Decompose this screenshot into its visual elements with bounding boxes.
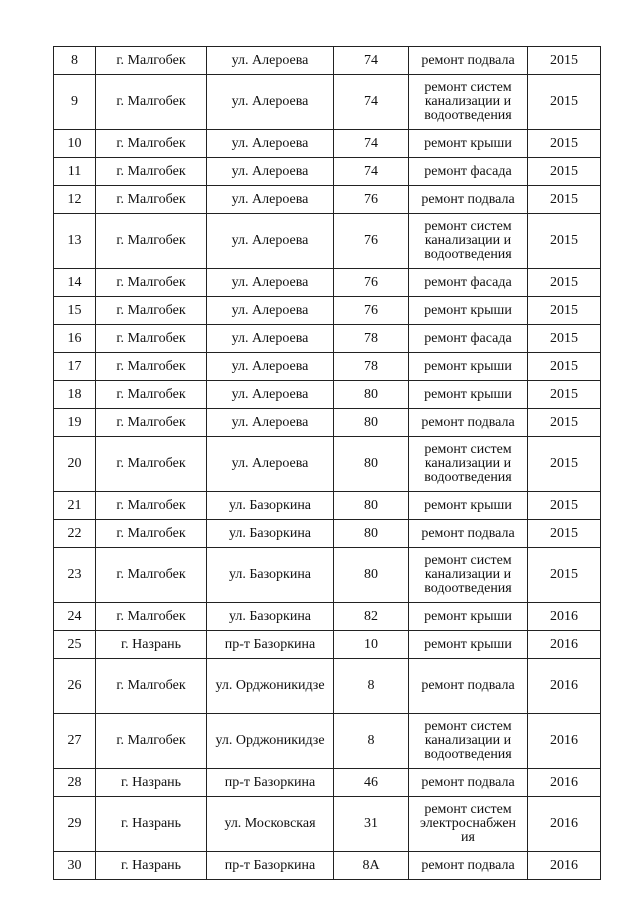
work-type-cell: ремонт фасада: [409, 269, 528, 297]
table-row: [54, 325, 601, 353]
city-cell: г. Назрань: [96, 631, 207, 659]
city-cell: г. Малгобек: [96, 75, 207, 130]
work-type-cell: ремонт систем канализации и водоотведения: [409, 214, 528, 269]
row-number-cell: 15: [54, 297, 96, 325]
year-cell: 2016: [528, 603, 601, 631]
table-row: [54, 769, 601, 797]
house-number-cell: 82: [334, 603, 409, 631]
row-number-cell: 29: [54, 797, 96, 852]
city-cell: г. Малгобек: [96, 409, 207, 437]
row-number-cell: 22: [54, 520, 96, 548]
city-cell: г. Малгобек: [96, 297, 207, 325]
house-number-cell: 8: [334, 714, 409, 769]
row-number-cell: 23: [54, 548, 96, 603]
street-cell: ул. Алероева: [207, 353, 334, 381]
street-cell: ул. Алероева: [207, 297, 334, 325]
work-type-cell: ремонт фасада: [409, 325, 528, 353]
year-cell: 2015: [528, 409, 601, 437]
city-cell: г. Малгобек: [96, 492, 207, 520]
house-number-cell: 78: [334, 325, 409, 353]
row-number-cell: 14: [54, 269, 96, 297]
house-number-cell: 46: [334, 769, 409, 797]
street-cell: ул. Алероева: [207, 75, 334, 130]
work-type-cell: ремонт крыши: [409, 381, 528, 409]
city-cell: г. Малгобек: [96, 47, 207, 75]
row-number-cell: 25: [54, 631, 96, 659]
year-cell: 2015: [528, 297, 601, 325]
year-cell: 2015: [528, 381, 601, 409]
house-number-cell: 10: [334, 631, 409, 659]
work-type-cell: ремонт крыши: [409, 631, 528, 659]
street-cell: ул. Алероева: [207, 158, 334, 186]
table-row: [54, 409, 601, 437]
work-type-cell: ремонт крыши: [409, 130, 528, 158]
city-cell: г. Малгобек: [96, 548, 207, 603]
year-cell: 2015: [528, 437, 601, 492]
city-cell: г. Малгобек: [96, 130, 207, 158]
row-number-cell: 11: [54, 158, 96, 186]
city-cell: г. Малгобек: [96, 353, 207, 381]
year-cell: 2015: [528, 130, 601, 158]
city-cell: г. Назрань: [96, 852, 207, 880]
table-row: [54, 603, 601, 631]
year-cell: 2016: [528, 852, 601, 880]
table-row: [54, 353, 601, 381]
work-type-cell: ремонт подвала: [409, 659, 528, 714]
house-number-cell: 78: [334, 353, 409, 381]
city-cell: г. Малгобек: [96, 520, 207, 548]
table-row: [54, 214, 601, 269]
work-type-cell: ремонт подвала: [409, 769, 528, 797]
street-cell: ул. Орджоникидзе: [207, 659, 334, 714]
house-number-cell: 74: [334, 158, 409, 186]
house-number-cell: 8А: [334, 852, 409, 880]
year-cell: 2016: [528, 631, 601, 659]
work-type-cell: ремонт подвала: [409, 520, 528, 548]
row-number-cell: 18: [54, 381, 96, 409]
row-number-cell: 16: [54, 325, 96, 353]
table-row: [54, 548, 601, 603]
table-row: [54, 381, 601, 409]
year-cell: 2016: [528, 797, 601, 852]
street-cell: пр-т Базоркина: [207, 769, 334, 797]
work-type-cell: ремонт крыши: [409, 353, 528, 381]
row-number-cell: 12: [54, 186, 96, 214]
year-cell: 2015: [528, 492, 601, 520]
work-type-cell: ремонт систем электроснабжен ия: [409, 797, 528, 852]
row-number-cell: 30: [54, 852, 96, 880]
table-row: [54, 130, 601, 158]
row-number-cell: 17: [54, 353, 96, 381]
table-row: [54, 437, 601, 492]
work-type-cell: ремонт крыши: [409, 603, 528, 631]
repair-schedule-table: [53, 46, 601, 880]
house-number-cell: 74: [334, 130, 409, 158]
year-cell: 2015: [528, 269, 601, 297]
year-cell: 2015: [528, 47, 601, 75]
street-cell: пр-т Базоркина: [207, 852, 334, 880]
city-cell: г. Малгобек: [96, 269, 207, 297]
house-number-cell: 80: [334, 437, 409, 492]
year-cell: 2015: [528, 186, 601, 214]
city-cell: г. Малгобек: [96, 214, 207, 269]
work-type-cell: ремонт систем канализации и водоотведения: [409, 437, 528, 492]
year-cell: 2016: [528, 714, 601, 769]
street-cell: ул. Базоркина: [207, 603, 334, 631]
table-row: [54, 269, 601, 297]
street-cell: ул. Алероева: [207, 325, 334, 353]
table-row: [54, 158, 601, 186]
house-number-cell: 31: [334, 797, 409, 852]
street-cell: ул. Алероева: [207, 437, 334, 492]
row-number-cell: 28: [54, 769, 96, 797]
city-cell: г. Малгобек: [96, 603, 207, 631]
row-number-cell: 13: [54, 214, 96, 269]
house-number-cell: 76: [334, 214, 409, 269]
street-cell: пр-т Базоркина: [207, 631, 334, 659]
year-cell: 2016: [528, 659, 601, 714]
house-number-cell: 74: [334, 75, 409, 130]
table-row: [54, 75, 601, 130]
work-type-cell: ремонт подвала: [409, 47, 528, 75]
street-cell: ул. Московская: [207, 797, 334, 852]
year-cell: 2015: [528, 353, 601, 381]
house-number-cell: 8: [334, 659, 409, 714]
table-row: [54, 297, 601, 325]
table-body: [54, 47, 601, 880]
row-number-cell: 20: [54, 437, 96, 492]
house-number-cell: 76: [334, 186, 409, 214]
city-cell: г. Малгобек: [96, 437, 207, 492]
work-type-cell: ремонт систем канализации и водоотведения: [409, 714, 528, 769]
table-row: [54, 852, 601, 880]
work-type-cell: ремонт систем канализации и водоотведения: [409, 548, 528, 603]
table-row: [54, 47, 601, 75]
row-number-cell: 24: [54, 603, 96, 631]
work-type-cell: ремонт подвала: [409, 852, 528, 880]
work-type-cell: ремонт систем канализации и водоотведения: [409, 75, 528, 130]
house-number-cell: 80: [334, 409, 409, 437]
table-row: [54, 186, 601, 214]
table-row: [54, 492, 601, 520]
row-number-cell: 21: [54, 492, 96, 520]
house-number-cell: 80: [334, 548, 409, 603]
row-number-cell: 26: [54, 659, 96, 714]
house-number-cell: 74: [334, 47, 409, 75]
street-cell: ул. Базоркина: [207, 520, 334, 548]
street-cell: ул. Орджоникидзе: [207, 714, 334, 769]
house-number-cell: 80: [334, 381, 409, 409]
year-cell: 2015: [528, 214, 601, 269]
street-cell: ул. Алероева: [207, 269, 334, 297]
row-number-cell: 10: [54, 130, 96, 158]
city-cell: г. Малгобек: [96, 186, 207, 214]
street-cell: ул. Базоркина: [207, 492, 334, 520]
row-number-cell: 19: [54, 409, 96, 437]
house-number-cell: 80: [334, 492, 409, 520]
table-row: [54, 797, 601, 852]
work-type-cell: ремонт фасада: [409, 158, 528, 186]
street-cell: ул. Базоркина: [207, 548, 334, 603]
street-cell: ул. Алероева: [207, 214, 334, 269]
city-cell: г. Малгобек: [96, 659, 207, 714]
year-cell: 2016: [528, 769, 601, 797]
year-cell: 2015: [528, 325, 601, 353]
street-cell: ул. Алероева: [207, 381, 334, 409]
year-cell: 2015: [528, 158, 601, 186]
work-type-cell: ремонт подвала: [409, 409, 528, 437]
row-number-cell: 9: [54, 75, 96, 130]
house-number-cell: 80: [334, 520, 409, 548]
street-cell: ул. Алероева: [207, 130, 334, 158]
city-cell: г. Малгобек: [96, 158, 207, 186]
row-number-cell: 27: [54, 714, 96, 769]
work-type-cell: ремонт крыши: [409, 297, 528, 325]
row-number-cell: 8: [54, 47, 96, 75]
work-type-cell: ремонт подвала: [409, 186, 528, 214]
house-number-cell: 76: [334, 269, 409, 297]
street-cell: ул. Алероева: [207, 47, 334, 75]
year-cell: 2015: [528, 520, 601, 548]
city-cell: г. Малгобек: [96, 325, 207, 353]
city-cell: г. Малгобек: [96, 381, 207, 409]
city-cell: г. Назрань: [96, 769, 207, 797]
city-cell: г. Малгобек: [96, 714, 207, 769]
street-cell: ул. Алероева: [207, 409, 334, 437]
house-number-cell: 76: [334, 297, 409, 325]
work-type-cell: ремонт крыши: [409, 492, 528, 520]
table-row: [54, 714, 601, 769]
table-row: [54, 520, 601, 548]
table-row: [54, 631, 601, 659]
city-cell: г. Назрань: [96, 797, 207, 852]
year-cell: 2015: [528, 75, 601, 130]
table-row: [54, 659, 601, 714]
year-cell: 2015: [528, 548, 601, 603]
street-cell: ул. Алероева: [207, 186, 334, 214]
